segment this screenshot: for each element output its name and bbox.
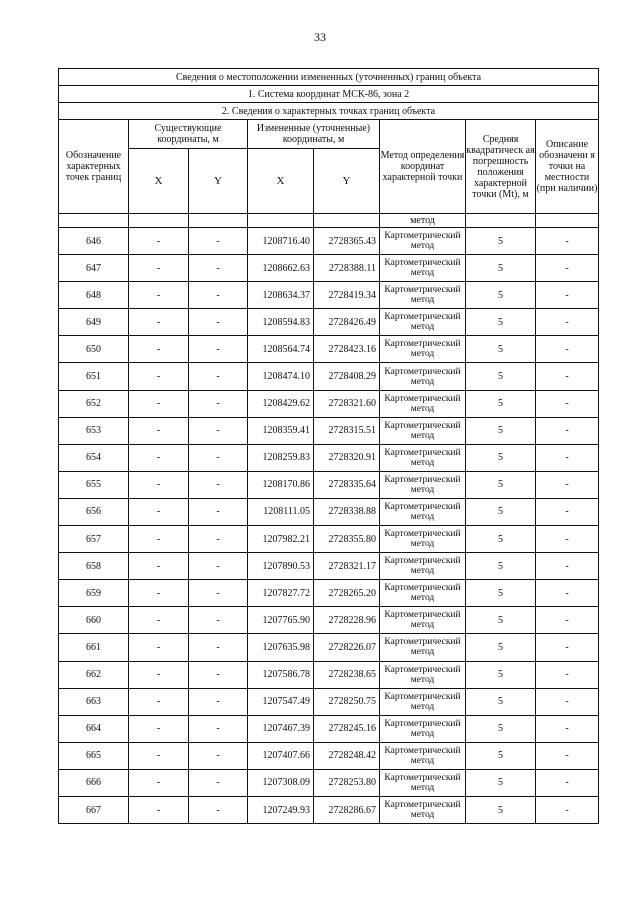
changed-y-cell: 2728335.64 bbox=[314, 471, 380, 498]
description-cell: - bbox=[536, 498, 599, 525]
accuracy-cell: 5 bbox=[466, 390, 536, 417]
existing-x-cell: - bbox=[129, 444, 189, 471]
existing-y-cell: - bbox=[189, 634, 248, 661]
existing-x-cell: - bbox=[129, 255, 189, 282]
changed-y-cell: 2728408.29 bbox=[314, 363, 380, 390]
header-existing: Существующие координаты, м bbox=[129, 120, 248, 149]
changed-x-cell: 1207827.72 bbox=[248, 580, 314, 607]
changed-y-cell: 2728321.60 bbox=[314, 390, 380, 417]
existing-x-cell: - bbox=[129, 661, 189, 688]
method-cell: Картометрический метод bbox=[380, 255, 466, 282]
existing-x-cell: - bbox=[129, 553, 189, 580]
method-cell: Картометрический метод bbox=[380, 228, 466, 255]
description-cell: - bbox=[536, 526, 599, 553]
point-id-cell: 667 bbox=[59, 796, 129, 823]
point-id-cell: 646 bbox=[59, 228, 129, 255]
continuation-method: метод bbox=[380, 214, 466, 228]
existing-x-cell: - bbox=[129, 769, 189, 796]
existing-x-cell: - bbox=[129, 498, 189, 525]
changed-y-cell: 2728338.88 bbox=[314, 498, 380, 525]
accuracy-cell: 5 bbox=[466, 363, 536, 390]
point-id-cell: 653 bbox=[59, 417, 129, 444]
accuracy-cell: 5 bbox=[466, 580, 536, 607]
table-row bbox=[59, 363, 599, 390]
description-cell: - bbox=[536, 742, 599, 769]
existing-y-cell: - bbox=[189, 742, 248, 769]
table-row bbox=[59, 715, 599, 742]
changed-x-cell: 1207308.09 bbox=[248, 769, 314, 796]
description-cell: - bbox=[536, 634, 599, 661]
table-row bbox=[59, 634, 599, 661]
table-row bbox=[59, 796, 599, 823]
changed-y-cell: 2728238.65 bbox=[314, 661, 380, 688]
point-id-cell: 650 bbox=[59, 336, 129, 363]
changed-x-cell: 1208716.40 bbox=[248, 228, 314, 255]
description-cell: - bbox=[536, 336, 599, 363]
existing-x-cell: - bbox=[129, 607, 189, 634]
changed-x-cell: 1207890.53 bbox=[248, 553, 314, 580]
existing-y-cell: - bbox=[189, 282, 248, 309]
changed-y-cell: 2728226.07 bbox=[314, 634, 380, 661]
existing-x-cell: - bbox=[129, 282, 189, 309]
accuracy-cell: 5 bbox=[466, 715, 536, 742]
description-cell: - bbox=[536, 769, 599, 796]
accuracy-cell: 5 bbox=[466, 769, 536, 796]
changed-x-cell: 1208474.10 bbox=[248, 363, 314, 390]
description-cell: - bbox=[536, 255, 599, 282]
existing-y-cell: - bbox=[189, 553, 248, 580]
description-cell: - bbox=[536, 417, 599, 444]
table-row bbox=[59, 607, 599, 634]
existing-x-cell: - bbox=[129, 309, 189, 336]
point-id-cell: 655 bbox=[59, 471, 129, 498]
point-id-cell: 656 bbox=[59, 498, 129, 525]
description-cell: - bbox=[536, 580, 599, 607]
point-id-cell: 665 bbox=[59, 742, 129, 769]
existing-y-cell: - bbox=[189, 417, 248, 444]
table-row bbox=[59, 228, 599, 255]
changed-y-cell: 2728355.80 bbox=[314, 526, 380, 553]
point-id-cell: 666 bbox=[59, 769, 129, 796]
table-row bbox=[59, 526, 599, 553]
changed-y-cell: 2728315.51 bbox=[314, 417, 380, 444]
accuracy-cell: 5 bbox=[466, 417, 536, 444]
changed-x-cell: 1208429.62 bbox=[248, 390, 314, 417]
existing-x-cell: - bbox=[129, 526, 189, 553]
existing-x-cell: - bbox=[129, 390, 189, 417]
description-cell: - bbox=[536, 661, 599, 688]
changed-y-cell: 2728320.91 bbox=[314, 444, 380, 471]
accuracy-cell: 5 bbox=[466, 336, 536, 363]
accuracy-cell: 5 bbox=[466, 661, 536, 688]
table-row bbox=[59, 282, 599, 309]
changed-x-cell: 1208111.05 bbox=[248, 498, 314, 525]
method-cell: Картометрический метод bbox=[380, 390, 466, 417]
method-cell: Картометрический метод bbox=[380, 661, 466, 688]
table-title: Сведения о местоположении измененных (уточненных) границ объекта bbox=[59, 69, 599, 86]
method-cell: Картометрический метод bbox=[380, 282, 466, 309]
method-cell: Картометрический метод bbox=[380, 498, 466, 525]
changed-y-cell: 2728388.11 bbox=[314, 255, 380, 282]
changed-x-cell: 1207765.90 bbox=[248, 607, 314, 634]
description-cell: - bbox=[536, 390, 599, 417]
table-row bbox=[59, 742, 599, 769]
changed-y-cell: 2728286.67 bbox=[314, 796, 380, 823]
accuracy-cell: 5 bbox=[466, 471, 536, 498]
existing-x-cell: - bbox=[129, 715, 189, 742]
existing-x-cell: - bbox=[129, 742, 189, 769]
method-cell: Картометрический метод bbox=[380, 580, 466, 607]
changed-x-cell: 1207635.98 bbox=[248, 634, 314, 661]
changed-x-cell: 1207982.21 bbox=[248, 526, 314, 553]
table-row bbox=[59, 255, 599, 282]
changed-x-cell: 1207586.78 bbox=[248, 661, 314, 688]
accuracy-cell: 5 bbox=[466, 553, 536, 580]
accuracy-cell: 5 bbox=[466, 228, 536, 255]
accuracy-cell: 5 bbox=[466, 607, 536, 634]
header-accuracy: Средняя квадратическ ая погрешность положения характерной точки (Mt), м bbox=[466, 120, 536, 214]
accuracy-cell: 5 bbox=[466, 255, 536, 282]
existing-y-cell: - bbox=[189, 688, 248, 715]
existing-x-cell: - bbox=[129, 228, 189, 255]
existing-x-cell: - bbox=[129, 336, 189, 363]
accuracy-cell: 5 bbox=[466, 498, 536, 525]
existing-y-cell: - bbox=[189, 336, 248, 363]
existing-y-cell: - bbox=[189, 390, 248, 417]
changed-y-cell: 2728321.17 bbox=[314, 553, 380, 580]
point-id-cell: 651 bbox=[59, 363, 129, 390]
accuracy-cell: 5 bbox=[466, 526, 536, 553]
header-point: Обозначение характерных точек границ bbox=[59, 120, 129, 214]
changed-x-cell: 1208564.74 bbox=[248, 336, 314, 363]
point-id-cell: 658 bbox=[59, 553, 129, 580]
changed-y-cell: 2728365.43 bbox=[314, 228, 380, 255]
changed-y-cell: 2728228.96 bbox=[314, 607, 380, 634]
header-changed-y: Y bbox=[314, 149, 380, 214]
method-cell: Картометрический метод bbox=[380, 634, 466, 661]
description-cell: - bbox=[536, 715, 599, 742]
description-cell: - bbox=[536, 688, 599, 715]
table-row bbox=[59, 580, 599, 607]
header-existing-y: Y bbox=[189, 149, 248, 214]
accuracy-cell: 5 bbox=[466, 282, 536, 309]
changed-x-cell: 1208662.63 bbox=[248, 255, 314, 282]
method-cell: Картометрический метод bbox=[380, 796, 466, 823]
method-cell: Картометрический метод bbox=[380, 769, 466, 796]
description-cell: - bbox=[536, 309, 599, 336]
changed-x-cell: 1207547.49 bbox=[248, 688, 314, 715]
changed-x-cell: 1207407.66 bbox=[248, 742, 314, 769]
existing-y-cell: - bbox=[189, 228, 248, 255]
table-row bbox=[59, 769, 599, 796]
point-id-cell: 661 bbox=[59, 634, 129, 661]
method-cell: Картометрический метод bbox=[380, 309, 466, 336]
description-cell: - bbox=[536, 228, 599, 255]
existing-y-cell: - bbox=[189, 498, 248, 525]
table-row bbox=[59, 688, 599, 715]
existing-y-cell: - bbox=[189, 526, 248, 553]
point-id-cell: 660 bbox=[59, 607, 129, 634]
point-id-cell: 663 bbox=[59, 688, 129, 715]
point-id-cell: 662 bbox=[59, 661, 129, 688]
changed-y-cell: 2728423.16 bbox=[314, 336, 380, 363]
method-cell: Картометрический метод bbox=[380, 742, 466, 769]
method-cell: Картометрический метод bbox=[380, 336, 466, 363]
existing-x-cell: - bbox=[129, 796, 189, 823]
table-row bbox=[59, 390, 599, 417]
existing-y-cell: - bbox=[189, 607, 248, 634]
table-row bbox=[59, 444, 599, 471]
point-id-cell: 657 bbox=[59, 526, 129, 553]
table-row bbox=[59, 309, 599, 336]
changed-x-cell: 1208259.83 bbox=[248, 444, 314, 471]
existing-y-cell: - bbox=[189, 471, 248, 498]
boundary-points-table bbox=[58, 68, 599, 824]
method-cell: Картометрический метод bbox=[380, 715, 466, 742]
table-row bbox=[59, 661, 599, 688]
method-cell: Картометрический метод bbox=[380, 471, 466, 498]
description-cell: - bbox=[536, 607, 599, 634]
existing-x-cell: - bbox=[129, 580, 189, 607]
changed-y-cell: 2728245.16 bbox=[314, 715, 380, 742]
changed-x-cell: 1207249.93 bbox=[248, 796, 314, 823]
method-cell: Картометрический метод bbox=[380, 607, 466, 634]
existing-x-cell: - bbox=[129, 417, 189, 444]
method-cell: Картометрический метод bbox=[380, 444, 466, 471]
header-existing-x: X bbox=[129, 149, 189, 214]
existing-x-cell: - bbox=[129, 471, 189, 498]
point-id-cell: 659 bbox=[59, 580, 129, 607]
table-row bbox=[59, 471, 599, 498]
header-method: Метод определения координат характерной точки bbox=[380, 120, 466, 214]
accuracy-cell: 5 bbox=[466, 688, 536, 715]
point-id-cell: 647 bbox=[59, 255, 129, 282]
accuracy-cell: 5 bbox=[466, 444, 536, 471]
existing-y-cell: - bbox=[189, 715, 248, 742]
changed-x-cell: 1208359.41 bbox=[248, 417, 314, 444]
changed-x-cell: 1208634.37 bbox=[248, 282, 314, 309]
point-id-cell: 664 bbox=[59, 715, 129, 742]
description-cell: - bbox=[536, 471, 599, 498]
existing-x-cell: - bbox=[129, 634, 189, 661]
accuracy-cell: 5 bbox=[466, 796, 536, 823]
table-row bbox=[59, 553, 599, 580]
header-description: Описание обозначени я точки на местности (при наличии) bbox=[536, 120, 599, 214]
changed-x-cell: 1208170.86 bbox=[248, 471, 314, 498]
changed-y-cell: 2728419.34 bbox=[314, 282, 380, 309]
method-cell: Картометрический метод bbox=[380, 553, 466, 580]
point-id-cell: 654 bbox=[59, 444, 129, 471]
existing-y-cell: - bbox=[189, 309, 248, 336]
existing-y-cell: - bbox=[189, 444, 248, 471]
table-row bbox=[59, 336, 599, 363]
section-title: 2. Сведения о характерных точках границ объекта bbox=[59, 103, 599, 120]
description-cell: - bbox=[536, 444, 599, 471]
point-id-cell: 652 bbox=[59, 390, 129, 417]
method-cell: Картометрический метод bbox=[380, 688, 466, 715]
changed-y-cell: 2728250.75 bbox=[314, 688, 380, 715]
table-row bbox=[59, 498, 599, 525]
changed-y-cell: 2728253.80 bbox=[314, 769, 380, 796]
changed-x-cell: 1208594.83 bbox=[248, 309, 314, 336]
description-cell: - bbox=[536, 363, 599, 390]
existing-x-cell: - bbox=[129, 688, 189, 715]
existing-y-cell: - bbox=[189, 255, 248, 282]
accuracy-cell: 5 bbox=[466, 634, 536, 661]
changed-y-cell: 2728426.49 bbox=[314, 309, 380, 336]
existing-y-cell: - bbox=[189, 796, 248, 823]
existing-y-cell: - bbox=[189, 363, 248, 390]
existing-x-cell: - bbox=[129, 363, 189, 390]
point-id-cell: 649 bbox=[59, 309, 129, 336]
header-changed-x: X bbox=[248, 149, 314, 214]
existing-y-cell: - bbox=[189, 661, 248, 688]
method-cell: Картометрический метод bbox=[380, 363, 466, 390]
method-cell: Картометрический метод bbox=[380, 417, 466, 444]
continuation-row bbox=[59, 214, 599, 228]
changed-y-cell: 2728265.20 bbox=[314, 580, 380, 607]
description-cell: - bbox=[536, 282, 599, 309]
header-changed: Измененные (уточненные) координаты, м bbox=[248, 120, 380, 149]
coordinate-system-title: 1. Система координат МСК-86, зона 2 bbox=[59, 86, 599, 103]
method-cell: Картометрический метод bbox=[380, 526, 466, 553]
accuracy-cell: 5 bbox=[466, 742, 536, 769]
existing-y-cell: - bbox=[189, 580, 248, 607]
page-number: 33 bbox=[314, 30, 326, 44]
changed-x-cell: 1207467.39 bbox=[248, 715, 314, 742]
description-cell: - bbox=[536, 553, 599, 580]
description-cell: - bbox=[536, 796, 599, 823]
existing-y-cell: - bbox=[189, 769, 248, 796]
point-id-cell: 648 bbox=[59, 282, 129, 309]
changed-y-cell: 2728248.42 bbox=[314, 742, 380, 769]
table-row bbox=[59, 417, 599, 444]
accuracy-cell: 5 bbox=[466, 309, 536, 336]
